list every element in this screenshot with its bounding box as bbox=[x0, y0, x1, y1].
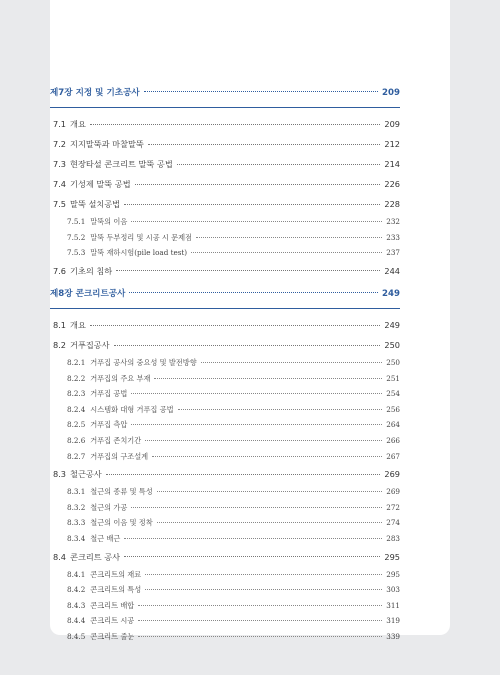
dot-leader bbox=[90, 124, 381, 125]
section-label: 개요 bbox=[70, 119, 86, 129]
subsection-label: 말뚝 재하시험(pile load test) bbox=[90, 248, 188, 258]
toc-subsection-entry[interactable] bbox=[50, 567, 400, 583]
subsection-number: 8.2.7 bbox=[67, 451, 86, 461]
section-number: 8.1 bbox=[53, 320, 67, 330]
subsection-page: 319 bbox=[386, 616, 400, 626]
dot-leader bbox=[131, 507, 382, 508]
subsection-label: 철근의 이음 및 정착 bbox=[90, 518, 153, 528]
chapter-heading[interactable] bbox=[50, 287, 400, 301]
subsection-page: 274 bbox=[386, 518, 400, 528]
section-label: 개요 bbox=[70, 320, 86, 330]
subsection-page: 250 bbox=[386, 358, 400, 367]
dot-leader bbox=[131, 424, 382, 425]
toc-subsection-entry[interactable] bbox=[50, 433, 400, 449]
subsection-number: 8.2.2 bbox=[67, 373, 86, 383]
section-page: 244 bbox=[384, 265, 400, 276]
chapter-divider bbox=[50, 308, 400, 309]
section-label: 말뚝 설치공법 bbox=[70, 199, 121, 209]
dot-leader bbox=[177, 164, 381, 165]
subsection-label: 시스템화 대형 거푸집 공법 bbox=[90, 404, 174, 414]
dot-leader bbox=[114, 345, 381, 346]
subsection-page: 283 bbox=[386, 533, 400, 543]
subsection-label: 콘크리트의 특성 bbox=[90, 585, 142, 595]
subsection-label: 말뚝 두부정리 및 시공 시 문제점 bbox=[90, 232, 192, 242]
subsection-page: 303 bbox=[386, 585, 400, 595]
subsection-page: 251 bbox=[386, 373, 400, 383]
dot-leader bbox=[131, 221, 382, 222]
dot-leader bbox=[201, 362, 383, 363]
section-page: 269 bbox=[384, 469, 400, 480]
toc-subsection-entry[interactable] bbox=[50, 598, 400, 614]
subsection-label: 거푸집 공사의 중요성 및 발전방향 bbox=[90, 358, 197, 367]
dot-leader bbox=[154, 378, 382, 379]
subsection-number: 7.5.1 bbox=[67, 217, 86, 226]
toc-subsection-entry[interactable] bbox=[50, 629, 400, 645]
section-page: 249 bbox=[384, 320, 400, 330]
subsection-label: 거푸집 존치기간 bbox=[90, 435, 142, 445]
dot-leader bbox=[191, 252, 382, 253]
section-label: 거푸집공사 bbox=[70, 340, 110, 350]
section-label: 현장타설 콘크리트 말뚝 공법 bbox=[70, 159, 173, 169]
toc-entries bbox=[50, 114, 400, 281]
subsection-number: 8.3.4 bbox=[67, 533, 86, 543]
dot-leader bbox=[145, 440, 382, 441]
toc-section-entry[interactable] bbox=[50, 134, 400, 154]
dot-leader bbox=[138, 636, 382, 637]
section-page: 212 bbox=[384, 139, 400, 149]
toc-subsection-entry[interactable] bbox=[50, 613, 400, 629]
subsection-label: 철근 배근 bbox=[90, 533, 121, 543]
subsection-label: 거푸집 측압 bbox=[90, 420, 128, 430]
subsection-label: 콘크리트 시공 bbox=[90, 616, 135, 626]
toc-subsection-entry[interactable] bbox=[50, 371, 400, 387]
subsection-page: 267 bbox=[386, 451, 400, 461]
toc-subsection-entry[interactable] bbox=[50, 386, 400, 402]
dot-leader bbox=[138, 620, 382, 621]
toc-subsection-entry[interactable] bbox=[50, 449, 400, 465]
toc-subsection-entry[interactable] bbox=[50, 417, 400, 433]
chapter-title: 제7장 지정 및 기초공사 bbox=[50, 88, 140, 98]
chapter-page: 209 bbox=[382, 88, 400, 98]
subsection-page: 232 bbox=[386, 217, 400, 226]
toc-subsection-entry[interactable] bbox=[50, 214, 400, 230]
subsection-number: 8.4.3 bbox=[67, 600, 86, 610]
subsection-page: 256 bbox=[386, 404, 400, 414]
dot-leader bbox=[157, 491, 383, 492]
subsection-number: 8.2.1 bbox=[67, 358, 86, 367]
subsection-page: 237 bbox=[386, 248, 400, 258]
subsection-number: 8.4.1 bbox=[67, 569, 86, 579]
subsection-page: 254 bbox=[386, 389, 400, 399]
toc-entries bbox=[50, 315, 400, 645]
subsection-number: 8.4.5 bbox=[67, 631, 86, 641]
chapter-divider bbox=[50, 107, 400, 108]
dot-leader bbox=[124, 538, 382, 539]
subsection-number: 8.4.4 bbox=[67, 616, 86, 626]
subsection-number: 7.5.2 bbox=[67, 232, 86, 242]
dot-leader bbox=[157, 522, 383, 523]
toc-section-entry[interactable] bbox=[50, 114, 400, 134]
chapter-heading[interactable] bbox=[50, 86, 400, 100]
toc-section-entry[interactable] bbox=[50, 547, 400, 567]
subsection-number: 8.3.3 bbox=[67, 518, 86, 528]
subsection-page: 269 bbox=[386, 487, 400, 497]
subsection-label: 철근의 종류 및 특성 bbox=[90, 487, 153, 497]
subsection-label: 콘크리트의 재료 bbox=[90, 569, 142, 579]
section-number: 7.5 bbox=[53, 199, 67, 209]
section-label: 기성제 말뚝 공법 bbox=[70, 179, 131, 189]
chapter-7-block bbox=[50, 86, 400, 281]
dot-leader bbox=[138, 605, 382, 606]
subsection-page: 272 bbox=[386, 502, 400, 512]
subsection-page: 311 bbox=[386, 600, 400, 610]
toc-subsection-entry[interactable] bbox=[50, 402, 400, 418]
subsection-label: 콘크리트 줄눈 bbox=[90, 631, 135, 641]
section-label: 기초의 침하 bbox=[70, 265, 113, 276]
subsection-number: 7.5.3 bbox=[67, 248, 86, 258]
section-label: 철근공사 bbox=[70, 469, 102, 480]
subsection-label: 거푸집의 구조설계 bbox=[90, 451, 149, 461]
section-page: 226 bbox=[384, 179, 400, 189]
toc-subsection-entry[interactable] bbox=[50, 355, 400, 371]
section-number: 8.4 bbox=[53, 551, 67, 562]
chapter-8-block bbox=[50, 287, 400, 645]
subsection-number: 8.3.2 bbox=[67, 502, 86, 512]
section-page: 295 bbox=[384, 551, 400, 562]
subsection-page: 266 bbox=[386, 435, 400, 445]
dot-leader bbox=[116, 270, 380, 271]
toc-subsection-entry[interactable] bbox=[50, 500, 400, 516]
chapter-page: 249 bbox=[382, 289, 400, 299]
subsection-number: 8.2.6 bbox=[67, 435, 86, 445]
toc-section-entry[interactable] bbox=[50, 261, 400, 281]
dot-leader bbox=[106, 474, 381, 475]
toc-section-entry[interactable] bbox=[50, 194, 400, 214]
section-page: 214 bbox=[384, 159, 400, 169]
toc-subsection-entry[interactable] bbox=[50, 515, 400, 531]
dot-leader bbox=[135, 184, 381, 185]
subsection-number: 8.2.3 bbox=[67, 389, 86, 399]
toc-subsection-entry[interactable] bbox=[50, 245, 400, 261]
toc-subsection-entry[interactable] bbox=[50, 531, 400, 547]
subsection-number: 8.2.5 bbox=[67, 420, 86, 430]
toc-section-entry[interactable] bbox=[50, 464, 400, 484]
subsection-number: 8.4.2 bbox=[67, 585, 86, 595]
section-page: 209 bbox=[384, 119, 400, 129]
subsection-number: 8.3.1 bbox=[67, 487, 86, 497]
section-number: 7.3 bbox=[53, 159, 67, 169]
toc-section-entry[interactable] bbox=[50, 154, 400, 174]
section-number: 7.1 bbox=[53, 119, 67, 129]
toc-section-entry[interactable] bbox=[50, 335, 400, 355]
toc-section-entry[interactable] bbox=[50, 315, 400, 335]
chapter-title: 제8장 콘크리트공사 bbox=[50, 289, 126, 299]
dot-leader bbox=[145, 574, 382, 575]
subsection-label: 말뚝의 이음 bbox=[90, 217, 128, 226]
dot-leader bbox=[145, 589, 382, 590]
section-page: 228 bbox=[384, 199, 400, 209]
section-label: 지지말뚝과 마찰말뚝 bbox=[70, 139, 144, 149]
dot-leader bbox=[90, 325, 381, 326]
dot-leader bbox=[131, 393, 382, 394]
subsection-label: 거푸집 공법 bbox=[90, 389, 128, 399]
toc-subsection-entry[interactable] bbox=[50, 230, 400, 246]
section-number: 8.2 bbox=[53, 340, 67, 350]
section-number: 7.2 bbox=[53, 139, 67, 149]
subsection-page: 339 bbox=[386, 631, 400, 641]
subsection-label: 거푸집의 주요 부재 bbox=[90, 373, 151, 383]
subsection-page: 295 bbox=[386, 569, 400, 579]
dot-leader bbox=[196, 237, 382, 238]
section-number: 7.6 bbox=[53, 265, 67, 276]
subsection-page: 264 bbox=[386, 420, 400, 430]
dot-leader bbox=[148, 144, 381, 145]
dot-leader bbox=[152, 456, 382, 457]
section-page: 250 bbox=[384, 340, 400, 350]
toc-section-entry[interactable] bbox=[50, 174, 400, 194]
subsection-number: 8.2.4 bbox=[67, 404, 86, 414]
section-label: 콘크리트 공사 bbox=[70, 551, 121, 562]
dot-leader bbox=[178, 409, 383, 410]
subsection-page: 233 bbox=[386, 232, 400, 242]
section-number: 7.4 bbox=[53, 179, 67, 189]
dot-leader bbox=[124, 556, 380, 557]
section-number: 8.3 bbox=[53, 469, 67, 480]
toc-subsection-entry[interactable] bbox=[50, 484, 400, 500]
subsection-label: 콘크리트 배합 bbox=[90, 600, 135, 610]
dot-leader bbox=[124, 204, 380, 205]
dot-leader bbox=[144, 91, 378, 92]
dot-leader bbox=[129, 292, 378, 293]
toc-subsection-entry[interactable] bbox=[50, 582, 400, 598]
subsection-label: 철근의 가공 bbox=[90, 502, 128, 512]
